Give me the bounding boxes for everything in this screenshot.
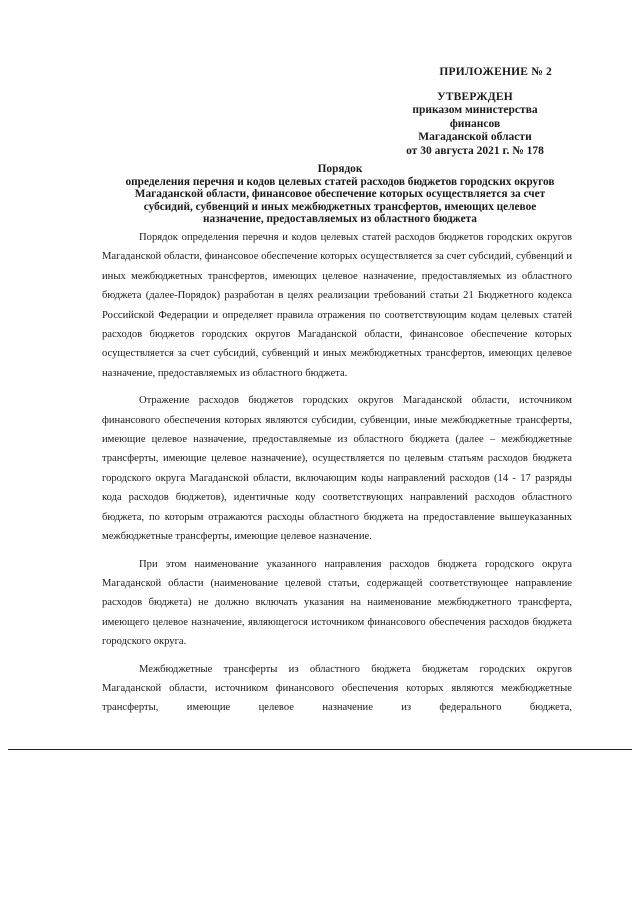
approved-date: от 30 августа 2021 г. № 178 [406, 144, 544, 157]
heading-line-2: Магаданской области, финансовое обеспечение которых осуществляется за счет [134, 188, 546, 201]
document-body [102, 228, 572, 726]
heading-line-1: определения перечня и кодов целевых статей расходов бюджетов городских округов [125, 175, 555, 188]
paragraph-4: Межбюджетные трансферты из областного бюджета бюджетам городских округов Магаданской области, источником финансового обеспечения которых являются межбюджетные трансферты, имеющие целевое назначение из федерального бюджета, [102, 663, 572, 714]
page-bottom-divider [8, 749, 632, 750]
approved-title: УТВЕРЖДЕН [437, 90, 513, 103]
heading-title: Порядок [317, 163, 363, 175]
paragraph-1: Порядок определения перечня и кодов целевых статей расходов бюджетов городских округов Магаданской области, финансовое обеспечение которых осуществляется за счет субсидий, субвенций и иных межбюджетных трансфертов, имеющих целевое назначение, предоставляемых из областного бюджета (далее-Порядок) разработан в целях реализации требований статьи 21 Бюджетного кодекса Российской Федерации и определяет правила отражения по соответствующим кодам целевых статей расходов бюджетов городских округов Магаданской области, финансовое обеспечение которых осуществляется за счет субсидий, субвенций и иных межбюджетных трансфертов, имеющих целевое назначение, предоставляемых из областного бюджета. [102, 232, 572, 379]
document-heading [100, 163, 580, 226]
approval-stamp [360, 91, 590, 159]
approved-by-line-2: финансов [449, 117, 501, 130]
approved-by-line-1: приказом министерства [412, 104, 538, 116]
paragraph-3: При этом наименование указанного направления расходов бюджета городского округа Магаданской области (наименование целевой статьи, содержащей соответствующее направление расходов бюджета) не должно включать указания на наименование межбюджетного трансферта, имеющего целевое назначение, являющегося источником финансового обеспечения расходов бюджета городского округа. [102, 558, 572, 648]
appendix-header [360, 66, 590, 158]
approved-by-line-3: Магаданской области [418, 131, 532, 143]
appendix-label: ПРИЛОЖЕНИЕ № 2 [439, 66, 552, 78]
heading-line-4: назначение, предоставляемых из областного бюджета [203, 213, 477, 226]
paragraph-2: Отражение расходов бюджетов городских округов Магаданской области, источником финансового обеспечения которых являются субсидии, субвенции, иные межбюджетные трансферты, имеющие целевое назначение, предоставляемые из областного бюджета (далее – межбюджетные трансферты, имеющие целевое назначение), осуществляется по целевым статьям расходов бюджета городского округа Магаданской области, включающим коды направлений расходов (14 - 17 разряды кода расходов бюджетов), идентичные коду соответствующих направлений расходов областного бюджета, по которым отражаются расходы областного бюджета на предоставление вышеуказанных межбюджетные трансферты, имеющие целевое назначение. [102, 395, 572, 543]
heading-line-3: субсидий, субвенций и иных межбюджетных трансфертов, имеющих целевое [143, 200, 537, 213]
